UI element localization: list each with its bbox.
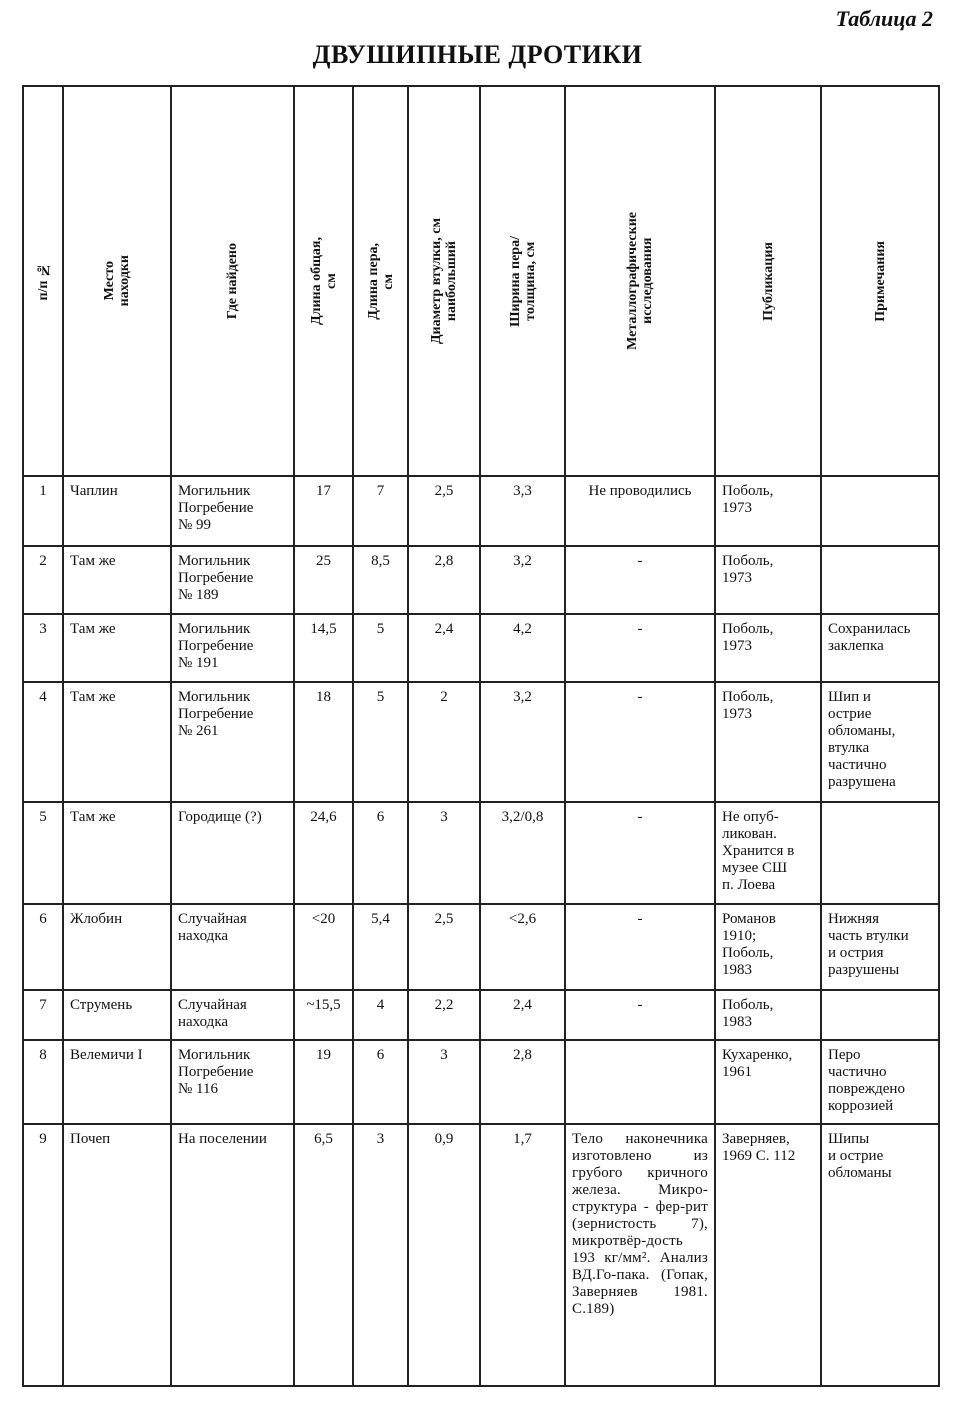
cell-length-total: 6,5 bbox=[294, 1124, 353, 1386]
cell-diameter: 2 bbox=[408, 682, 480, 802]
cell-place: Велемичи I bbox=[63, 1040, 171, 1124]
cell-found: Могильник Погребение № 261 bbox=[171, 682, 294, 802]
cell-metallography: - bbox=[565, 682, 715, 802]
table-row bbox=[23, 1124, 939, 1386]
cell-width: 3,2/0,8 bbox=[480, 802, 565, 904]
cell-place: Жлобин bbox=[63, 904, 171, 990]
cell-diameter: 2,2 bbox=[408, 990, 480, 1040]
cell-place: Там же bbox=[63, 614, 171, 682]
cell-found: Городище (?) bbox=[171, 802, 294, 904]
cell-width: 1,7 bbox=[480, 1124, 565, 1386]
header-cell-length-blade bbox=[353, 86, 408, 476]
cell-place: Струмень bbox=[63, 990, 171, 1040]
header-cell-notes bbox=[821, 86, 939, 476]
cell-publication: Поболь, 1973 bbox=[715, 476, 821, 546]
cell-publication: Романов 1910; Поболь, 1983 bbox=[715, 904, 821, 990]
cell-found: Могильник Погребение № 189 bbox=[171, 546, 294, 614]
header-label: Место находки bbox=[102, 255, 132, 307]
page-title: ДВУШИПНЫЕ ДРОТИКИ bbox=[312, 40, 643, 69]
cell-length-blade: 3 bbox=[353, 1124, 408, 1386]
cell-place: Чаплин bbox=[63, 476, 171, 546]
cell-length-total: 24,6 bbox=[294, 802, 353, 904]
cell-diameter: 0,9 bbox=[408, 1124, 480, 1386]
cell-num: 1 bbox=[23, 476, 63, 546]
header-cell-publication bbox=[715, 86, 821, 476]
cell-metallography: - bbox=[565, 904, 715, 990]
cell-length-total: 19 bbox=[294, 1040, 353, 1124]
header-label: Длина общая, см bbox=[308, 236, 339, 325]
cell-place: Почеп bbox=[63, 1124, 171, 1386]
cell-width: 2,4 bbox=[480, 990, 565, 1040]
cell-publication: Кухаренко, 1961 bbox=[715, 1040, 821, 1124]
cell-notes bbox=[821, 476, 939, 546]
table-row bbox=[23, 1040, 939, 1124]
table-row bbox=[23, 802, 939, 904]
header-cell-num bbox=[23, 86, 63, 476]
cell-found: На поселении bbox=[171, 1124, 294, 1386]
cell-place: Там же bbox=[63, 802, 171, 904]
cell-num: 8 bbox=[23, 1040, 63, 1124]
cell-num: 3 bbox=[23, 614, 63, 682]
cell-width: <2,6 bbox=[480, 904, 565, 990]
header-cell-metallography bbox=[565, 86, 715, 476]
cell-found: Случайная находка bbox=[171, 990, 294, 1040]
table-row bbox=[23, 904, 939, 990]
cell-publication: Поболь, 1973 bbox=[715, 546, 821, 614]
cell-notes: Нижняя часть втулки и острия разрушены bbox=[821, 904, 939, 990]
cell-notes bbox=[821, 802, 939, 904]
cell-metallography bbox=[565, 1040, 715, 1124]
cell-metallography: - bbox=[565, 990, 715, 1040]
cell-length-total: 17 bbox=[294, 476, 353, 546]
cell-diameter: 2,8 bbox=[408, 546, 480, 614]
cell-notes: Перо частично повреждено коррозией bbox=[821, 1040, 939, 1124]
cell-diameter: 2,4 bbox=[408, 614, 480, 682]
cell-diameter: 3 bbox=[408, 802, 480, 904]
cell-length-blade: 7 bbox=[353, 476, 408, 546]
table-number-label: Таблица 2 bbox=[835, 6, 933, 31]
cell-length-blade: 4 bbox=[353, 990, 408, 1040]
cell-length-blade: 8,5 bbox=[353, 546, 408, 614]
cell-publication: Поболь, 1973 bbox=[715, 682, 821, 802]
header-label: Где найдено bbox=[225, 242, 240, 320]
cell-diameter: 2,5 bbox=[408, 476, 480, 546]
cell-found: Случайная находка bbox=[171, 904, 294, 990]
cell-found: Могильник Погребение № 116 bbox=[171, 1040, 294, 1124]
cell-notes: Шип и острие обломаны, втулка частично разрушена bbox=[821, 682, 939, 802]
header-label: Примечания bbox=[872, 240, 888, 322]
cell-place: Там же bbox=[63, 546, 171, 614]
cell-diameter: 3 bbox=[408, 1040, 480, 1124]
cell-found: Могильник Погребение № 191 bbox=[171, 614, 294, 682]
header-label: Длина пера, см bbox=[365, 242, 396, 320]
cell-length-total: ~15,5 bbox=[294, 990, 353, 1040]
cell-publication: Поболь, 1973 bbox=[715, 614, 821, 682]
cell-publication: Не опуб- ликован. Хранится в музее СШ п. Лоева bbox=[715, 802, 821, 904]
cell-length-total: <20 bbox=[294, 904, 353, 990]
cell-width: 3,2 bbox=[480, 546, 565, 614]
cell-num: 7 bbox=[23, 990, 63, 1040]
cell-length-blade: 6 bbox=[353, 802, 408, 904]
cell-publication: Заверняев, 1969 С. 112 bbox=[715, 1124, 821, 1386]
cell-num: 5 bbox=[23, 802, 63, 904]
cell-metallography: - bbox=[565, 614, 715, 682]
table-row bbox=[23, 546, 939, 614]
cell-width: 3,3 bbox=[480, 476, 565, 546]
cell-width: 3,2 bbox=[480, 682, 565, 802]
header-cell-diameter bbox=[408, 86, 480, 476]
cell-length-total: 14,5 bbox=[294, 614, 353, 682]
cell-num: 4 bbox=[23, 682, 63, 802]
cell-num: 6 bbox=[23, 904, 63, 990]
header-label: Металлографические исследования bbox=[625, 212, 655, 350]
cell-diameter: 2,5 bbox=[408, 904, 480, 990]
cell-length-total: 25 bbox=[294, 546, 353, 614]
cell-length-total: 18 bbox=[294, 682, 353, 802]
header-cell-length-total bbox=[294, 86, 353, 476]
cell-notes: Шипы и острие обломаны bbox=[821, 1124, 939, 1386]
header-label: Публикация bbox=[760, 241, 776, 321]
header-row bbox=[23, 86, 939, 476]
cell-notes: Сохранилась заклепка bbox=[821, 614, 939, 682]
cell-place: Там же bbox=[63, 682, 171, 802]
cell-num: 9 bbox=[23, 1124, 63, 1386]
header-label: Диаметр втулки, см наибольший bbox=[429, 217, 459, 345]
header-cell-width bbox=[480, 86, 565, 476]
cell-length-blade: 5 bbox=[353, 614, 408, 682]
cell-notes bbox=[821, 990, 939, 1040]
header-cell-place bbox=[63, 86, 171, 476]
header-label: Ширина пера/ толщина, см bbox=[507, 235, 538, 327]
cell-metallography: Не проводились bbox=[565, 476, 715, 546]
darts-table bbox=[22, 85, 940, 1387]
header-label: п/п № bbox=[35, 261, 51, 301]
cell-publication: Поболь, 1983 bbox=[715, 990, 821, 1040]
cell-width: 4,2 bbox=[480, 614, 565, 682]
cell-length-blade: 5,4 bbox=[353, 904, 408, 990]
cell-width: 2,8 bbox=[480, 1040, 565, 1124]
table-row bbox=[23, 990, 939, 1040]
cell-metallography: - bbox=[565, 546, 715, 614]
cell-length-blade: 6 bbox=[353, 1040, 408, 1124]
table-row bbox=[23, 614, 939, 682]
table-row bbox=[23, 476, 939, 546]
cell-num: 2 bbox=[23, 546, 63, 614]
table-row bbox=[23, 682, 939, 802]
cell-metallography: Тело наконечника изготовлено из грубого кричного железа. Микро-структура - фер-рит (зернистость 7), микротвёр-дость 193 кг/мм². Анализ ВД.Го-пака. (Гопак, Заверняев 1981. С.189) bbox=[565, 1124, 715, 1386]
header-cell-found bbox=[171, 86, 294, 476]
cell-found: Могильник Погребение № 99 bbox=[171, 476, 294, 546]
cell-notes bbox=[821, 546, 939, 614]
cell-length-blade: 5 bbox=[353, 682, 408, 802]
cell-metallography: - bbox=[565, 802, 715, 904]
